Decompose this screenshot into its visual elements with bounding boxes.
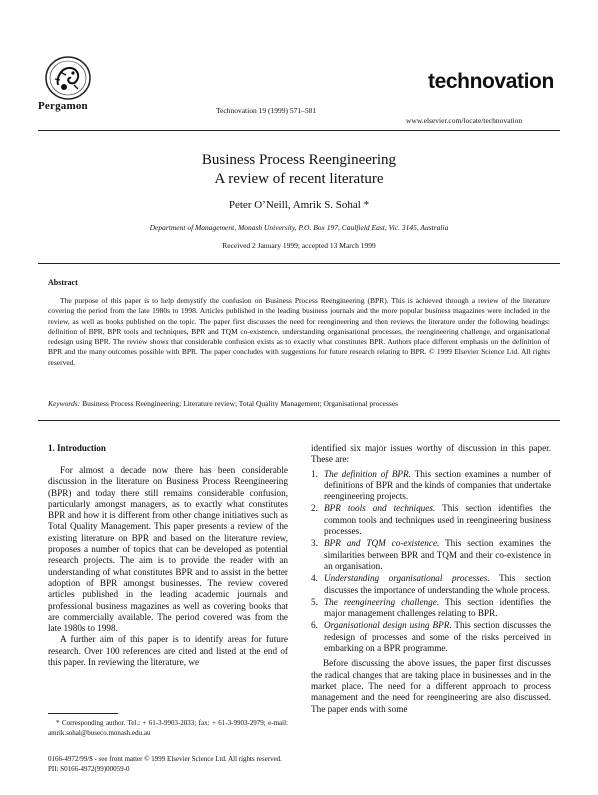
list-item-text: This section identifies the major management challenges relating to BPR. [324,596,551,619]
list-item-text: This section examines the similarities between BPR and TQM and their co-existence in an organisation. [324,538,551,571]
issues-intro: identified six major issues worthy of discussion in this paper. These are: [311,443,551,465]
list-item-text: This section discusses the redesign of processes and some of the risks perceived in embarking on a BPR programme. [324,620,551,654]
issues-list [311,469,551,655]
article-title: Business Process Reengineering [201,152,397,168]
publisher-name: Pergamon [38,100,88,112]
journal-wordmark: technovation [428,70,554,93]
abstract-bottom-rule [38,420,560,421]
list-item-text: This section identifies the common tools and techniques used in reengineering business processes. [324,503,552,537]
list-item-title: BPR and TQM co-existence. [324,538,440,549]
publisher-logo [44,55,92,101]
left-column [48,465,288,668]
pii-line: PII: S0166-4972(99)00059-0 [48,765,130,773]
closing-paragraph: Before discussing the above issues, the paper first discusses the radical changes that are taking place in businesses and in the market place. The need for a different approach to process management and the need for reengineering are also discussed. The paper ends with some [311,658,551,714]
abstract-heading: Abstract [48,278,78,287]
list-item [311,469,551,503]
intro-paragraph-1: For almost a decade now there has been considerable discussion in the literature on Business Process Reengineering (BPR) and today there still remains considerable confusion, particularly amongst managers, as to exactly what constitutes BPR and how it is different from other change initiatives such as Total Quality Management. This paper presents a review of the existing literature on BPR and based on the literature review, proposes a number of topics that can be developed as potential research projects. The aim is to provide the reader with an understanding of what constitutes BPR and to assist in the better adoption of BPR amongst businesses. The review covered articles published in the leading academic journals and professional business magazines as well as covering books that are commercially available. The period covered was from the late 1980s to 1998. [48,465,288,634]
author-affiliation: Department of Management, Monash University, P.O. Box 197, Caulfield East, Vic. 3145, Australia [149,223,449,232]
article-subtitle: A review of recent literature [214,171,384,187]
list-item-title: Organisational design using BPR. [324,620,452,631]
header-rule [38,130,560,131]
abstract-text: The purpose of this paper is to help demystify the confusion on Business Process Reengineering (BPR). This is achieved through a review of the literature covering the period from the late 1980s to 1998. Articles published in the leading business journals and the more popular business magazines were included in the review, as well as books published on the topic. The paper first discusses the need for reengineering and then reviews the literature under the following headings: definition of BPR, BPR tools and techniques, BPR and TQM co-existence, understanding organisational processes, the reengineering challenge, and organisational redesign using BPR. The review shows that considerable confusion exists as to exactly what constitutes BPR. Authors place different emphasis on the definition of BPR and the many outcomes possible with BPR. The paper concludes with suggestions for future research relating to BPR. © 1999 Elsevier Science Ltd. All rights reserved. [48,296,550,367]
list-item-number: 5. [311,596,318,607]
list-item-number: 6. [311,620,318,631]
keywords-text: Business Process Reengineering; Literature review; Total Quality Management; Organisational processes [82,399,399,408]
journal-url[interactable]: www.elsevier.com/locate/technovation [406,116,523,125]
right-column [311,443,551,715]
footnote-rule [48,713,118,714]
list-item-title: The definition of BPR. [324,468,411,479]
list-item [311,620,551,654]
abstract-top-rule [38,263,560,264]
list-item-text: This section examines a number of definitions of BPR and the kinds of companies that undertake reengineering projects. [324,468,552,502]
list-item-title: Understanding organisational processes. [324,573,490,584]
list-item [311,538,551,572]
intro-paragraph-2: A further aim of this paper is to identify areas for future research. Over 100 references are cited and listed at the end of this paper. In reviewing the literature, we [48,634,288,668]
list-item [311,503,551,537]
author-list: Peter O’Neill, Amrik S. Sohal * [228,199,370,211]
list-item [311,597,551,620]
list-item-number: 2. [311,503,318,514]
keywords-line [48,399,550,408]
list-item-number: 1. [311,468,318,479]
list-item-title: BPR tools and techniques. [324,503,436,514]
journal-citation: Technovation 19 (1999) 571–581 [216,106,317,115]
copyright-line: 0166-4972/99/$ - see front matter © 1999 Elsevier Science Ltd. All rights reserved. [48,755,282,763]
list-item [311,573,551,596]
list-item-number: 3. [311,538,318,549]
list-item-number: 4. [311,573,318,584]
list-item-title: The reengineering challenge. [324,596,440,607]
list-item-text: This section discusses the importance of understanding the whole process. [324,573,551,595]
received-dates: Received 2 January 1999; accepted 13 March 1999 [222,241,376,250]
section-heading-introduction: 1. Introduction [48,443,106,453]
keywords-label: Keywords: [48,399,81,408]
corresponding-author-footnote: * Corresponding author. Tel.: + 61-3-9903-2033; fax: + 61-3-9903-2979; e-mail: amrik.sohal@buseco.monash.edu.au [48,719,288,737]
